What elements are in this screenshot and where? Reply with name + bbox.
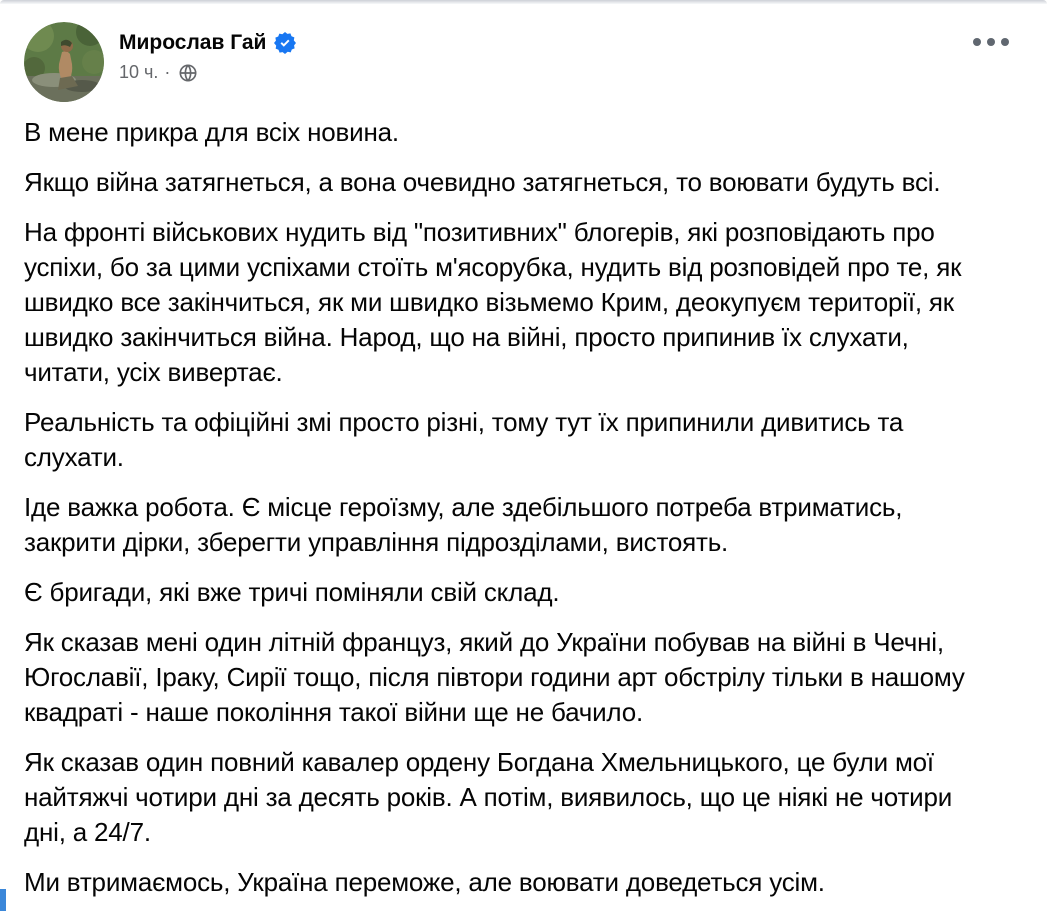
dot-icon — [987, 38, 995, 46]
verified-badge-icon — [274, 32, 296, 54]
post-paragraph: Іде важка робота. Є місце героїзму, але здебільшого потреба втриматись, закрити дірки, зберегти управління підрозділами, вистоять. — [24, 492, 903, 557]
dot-icon — [973, 38, 981, 46]
post-text — [0, 102, 1047, 900]
avatar[interactable] — [24, 22, 104, 102]
post-paragraph: Ми втримаємось, Україна переможе, але воювати доведеться усім. — [24, 867, 825, 897]
dot-icon — [1001, 38, 1009, 46]
post-paragraph: Реальність та офіційні змі просто різні, тому тут їх припинили дивитись та слухати. — [24, 407, 904, 472]
post-paragraph: Як сказав мені один літній француз, який до України побував на війні в Чечні, Югославії, Іраку, Сирії тощо, після півтори години арт обстрілу тільки в нашому квадраті - наше покоління такої війни ще не бачило. — [24, 627, 965, 727]
avatar-photo — [24, 22, 104, 102]
globe-icon — [178, 63, 198, 83]
post-header — [0, 4, 1047, 102]
name-row — [119, 30, 296, 55]
cropped-ui-fragment — [0, 889, 6, 911]
post-menu-button[interactable] — [969, 30, 1013, 54]
post-paragraph: Як сказав один повний кавалер ордену Богдана Хмельницького, це були мої найтяжчі чотири дні за десять років. А потім, виявилось, що це ніякі не чотири дні, а 24/7. — [24, 747, 953, 847]
timestamp[interactable]: 10 ч. — [119, 62, 159, 83]
meta-separator: · — [164, 62, 171, 83]
post-paragraph: Якщо війна затягнеться, а вона очевидно затягнеться, то воювати будуть всі. — [24, 167, 941, 197]
meta-row — [119, 62, 296, 83]
post-paragraph: На фронті військових нудить від "позитивних" блогерів, які розповідають про успіхи, бо за цими успіхами стоїть м'ясорубка, нудить від розповідей про те, як швидко все закінчиться, як ми швидко візьмемо Крим, деокупуєм території, як швидко закінчиться війна. Народ, що на війні, просто припинив їх слухати, читати, усіх вивертає. — [24, 217, 962, 387]
post-paragraph: Є бригади, які вже тричі поміняли свій склад. — [24, 577, 560, 607]
header-info — [119, 22, 296, 83]
author-name[interactable]: Мирослав Гай — [119, 31, 267, 54]
post-paragraph: В мене прикра для всіх новина. — [24, 117, 399, 147]
